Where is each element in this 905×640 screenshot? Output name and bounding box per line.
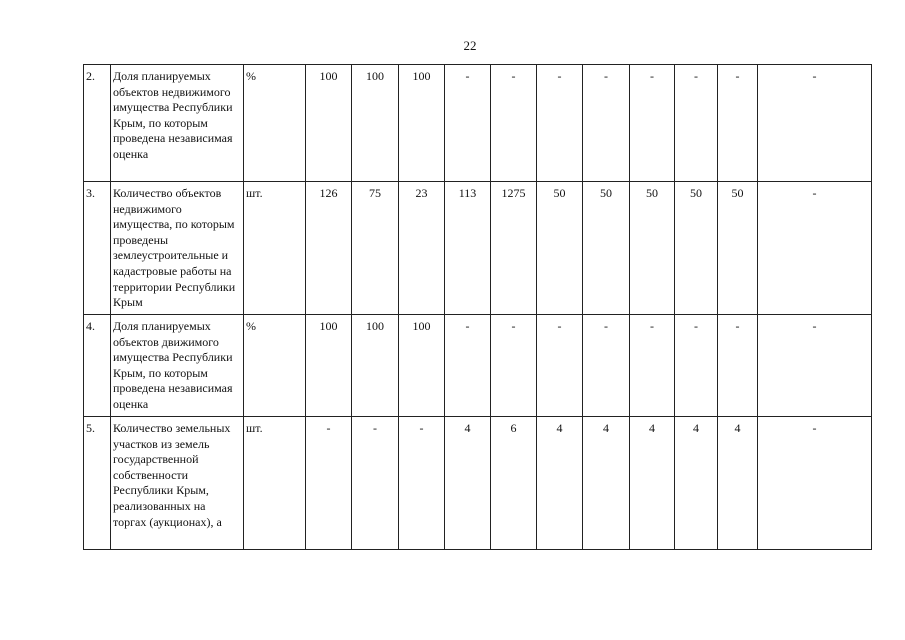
indicators-table bbox=[83, 64, 872, 550]
indicator-name: Количество земельных участков из земель государственной собственности Республики Крым, реализованных на торгах (аукционах), а bbox=[111, 417, 244, 550]
value-cell: 4 bbox=[537, 417, 583, 550]
value-cell: 50 bbox=[675, 182, 718, 315]
table-row bbox=[84, 417, 872, 550]
value-cell: 1275 bbox=[491, 182, 537, 315]
value-cell: - bbox=[630, 315, 675, 417]
value-cell: - bbox=[306, 417, 352, 550]
value-cell: 4 bbox=[675, 417, 718, 550]
table-row bbox=[84, 315, 872, 417]
value-cell: 4 bbox=[718, 417, 758, 550]
value-cell: - bbox=[352, 417, 399, 550]
value-cell: - bbox=[537, 315, 583, 417]
value-cell: - bbox=[583, 315, 630, 417]
value-cell: 75 bbox=[352, 182, 399, 315]
value-cell: - bbox=[675, 65, 718, 182]
value-cell: - bbox=[445, 315, 491, 417]
last-value-cell: - bbox=[758, 417, 872, 550]
value-cell: - bbox=[583, 65, 630, 182]
indicator-name: Доля планируемых объектов недвижимого имущества Республики Крым, по которым проведена независимая оценка bbox=[111, 65, 244, 182]
value-cell: - bbox=[491, 65, 537, 182]
value-cell: - bbox=[718, 65, 758, 182]
value-cell: 6 bbox=[491, 417, 537, 550]
value-cell: 126 bbox=[306, 182, 352, 315]
last-value-cell: - bbox=[758, 315, 872, 417]
value-cell: - bbox=[445, 65, 491, 182]
value-cell: 50 bbox=[583, 182, 630, 315]
table-row bbox=[84, 182, 872, 315]
unit-cell: шт. bbox=[244, 417, 306, 550]
value-cell: 113 bbox=[445, 182, 491, 315]
value-cell: - bbox=[718, 315, 758, 417]
unit-cell: % bbox=[244, 315, 306, 417]
value-cell: 4 bbox=[445, 417, 491, 550]
value-cell: 100 bbox=[399, 65, 445, 182]
value-cell: 100 bbox=[306, 65, 352, 182]
unit-cell: % bbox=[244, 65, 306, 182]
indicator-name: Количество объектов недвижимого имущества, по которым проведены землеустроительные и кадастровые работы на территории Республики Крым bbox=[111, 182, 244, 315]
indicator-name: Доля планируемых объектов движимого имущества Республики Крым, по которым проведена независимая оценка bbox=[111, 315, 244, 417]
value-cell: 50 bbox=[718, 182, 758, 315]
value-cell: 100 bbox=[399, 315, 445, 417]
table-row bbox=[84, 65, 872, 182]
value-cell: - bbox=[399, 417, 445, 550]
last-value-cell: - bbox=[758, 65, 872, 182]
value-cell: - bbox=[675, 315, 718, 417]
unit-cell: шт. bbox=[244, 182, 306, 315]
row-number: 5. bbox=[84, 417, 111, 550]
value-cell: 50 bbox=[630, 182, 675, 315]
value-cell: 4 bbox=[583, 417, 630, 550]
row-number: 4. bbox=[84, 315, 111, 417]
row-number: 3. bbox=[84, 182, 111, 315]
value-cell: 4 bbox=[630, 417, 675, 550]
value-cell: 100 bbox=[306, 315, 352, 417]
value-cell: 100 bbox=[352, 315, 399, 417]
value-cell: - bbox=[630, 65, 675, 182]
last-value-cell: - bbox=[758, 182, 872, 315]
page-number: 22 bbox=[463, 38, 477, 53]
row-number: 2. bbox=[84, 65, 111, 182]
value-cell: - bbox=[491, 315, 537, 417]
value-cell: - bbox=[537, 65, 583, 182]
value-cell: 50 bbox=[537, 182, 583, 315]
value-cell: 100 bbox=[352, 65, 399, 182]
value-cell: 23 bbox=[399, 182, 445, 315]
